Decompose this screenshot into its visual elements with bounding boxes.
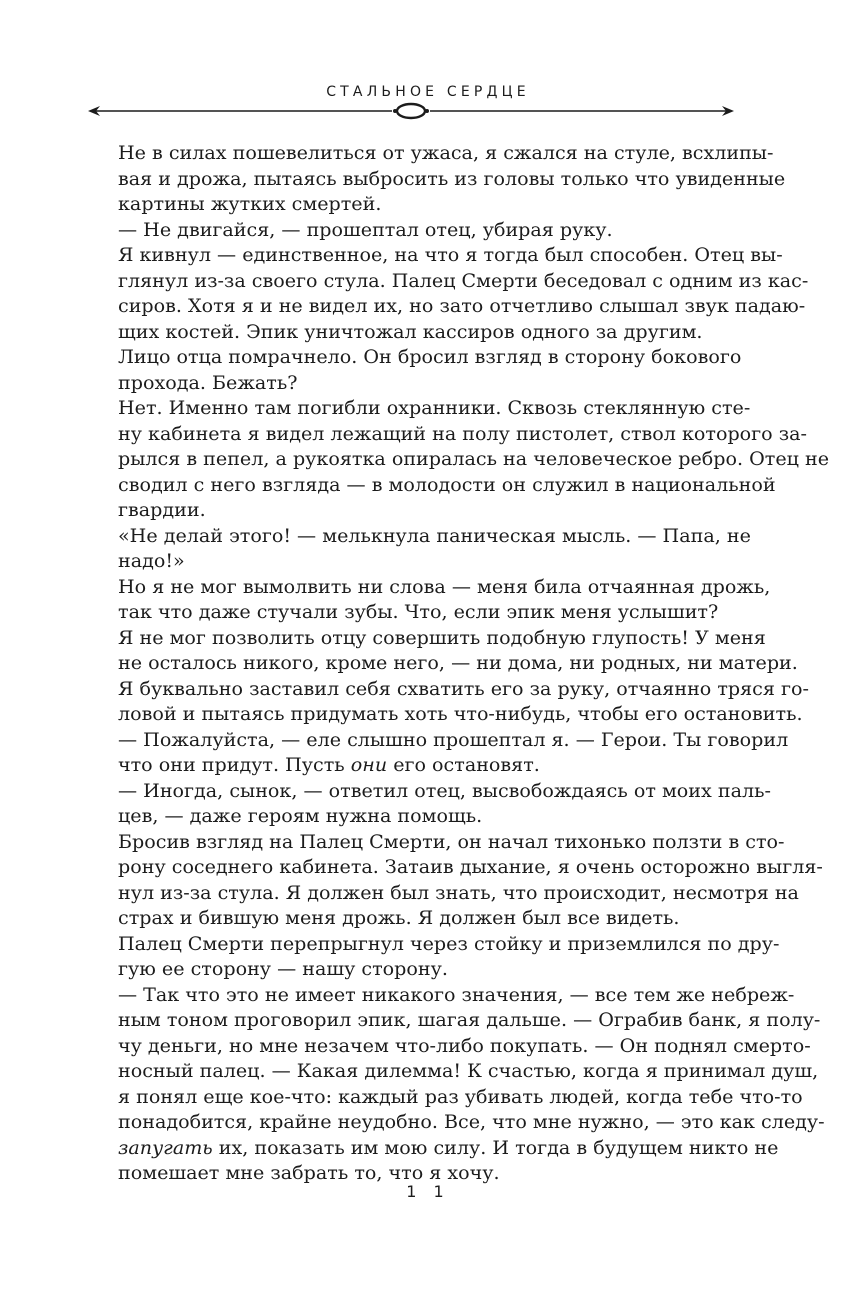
body-text: [118, 140, 830, 1186]
text-line: Нет. Именно там погибли охранники. Сквозь стеклянную сте-: [118, 396, 751, 419]
text-line: страх и бившую меня дрожь. Я должен был все видеть.: [118, 906, 680, 929]
text-fragment: его остановят.: [387, 753, 540, 776]
text-line: так что даже стучали зубы. Что, если эпик меня услышит?: [118, 600, 719, 623]
emphasis-text: запугать: [118, 1135, 213, 1159]
emphasis-text: они: [350, 753, 388, 776]
text-line: вая и дрожа, пытаясь выбросить из головы только что увиденные: [118, 166, 786, 190]
text-line: Не в силах пошевелиться от ужаса, я сжался на стуле, всхлипы-: [118, 141, 774, 164]
page-number: 1 1: [406, 1182, 450, 1201]
text-line: Лицо отца помрачнело. Он бросил взгляд в сторону бокового: [118, 345, 742, 368]
text-line: ловой и пытаясь придумать хоть что-нибудь, чтобы его остановить.: [118, 702, 803, 725]
text-line: ным тоном проговорил эпик, шагая дальше. — Ограбив банк, я полу-: [118, 1008, 821, 1031]
text-fragment: их, показать им мою силу. И тогда в будущем никто не: [212, 1135, 779, 1159]
text-line: прохода. Бежать?: [118, 370, 298, 394]
text-line: я понял еще кое-что: каждый раз убивать людей, когда тебе что-то: [118, 1084, 803, 1108]
text-line: [118, 1135, 779, 1161]
text-line: Я кивнул — единственное, на что я тогда был способен. Отец вы-: [118, 243, 783, 266]
header-ornament: [86, 99, 736, 123]
text-line: чу деньги, но мне незачем что-либо покупать. — Он поднял смерто-: [118, 1033, 811, 1057]
text-line: гвардии.: [118, 498, 206, 521]
text-line: носный палец. — Какая дилемма! К счастью, когда я принимал душ,: [118, 1059, 819, 1082]
text-line: щих костей. Эпик уничтожал кассиров одного за другим.: [118, 319, 703, 343]
running-head: СТАЛЬНОЕ СЕРДЦЕ: [326, 84, 530, 100]
text-line: ну кабинета я видел лежащий на полу пистолет, ствол которого за-: [118, 421, 807, 445]
text-line: сиров. Хотя я и не видел их, но зато отчетливо слышал звук падаю-: [118, 294, 806, 317]
text-line: гую ее сторону — нашу сторону.: [118, 957, 448, 980]
text-line: — Пожалуйста, — еле слышно прошептал я. — Герои. Ты говорил: [118, 727, 789, 751]
text-line: Бросив взгляд на Палец Смерти, он начал тихонько ползти в сто-: [118, 829, 785, 853]
text-line: рону соседнего кабинета. Затаив дыхание, я очень осторожно выгля-: [118, 855, 823, 878]
text-line: рылся в пепел, а рукоятка опиралась на человеческое ребро. Отец не: [118, 447, 830, 470]
text-line: — Иногда, сынок, — ответил отец, высвобождаясь от моих паль-: [118, 778, 771, 802]
text-line: [118, 752, 726, 778]
text-line: Я буквально заставил себя схватить его за руку, отчаянно тряся го-: [118, 676, 809, 700]
text-line: глянул из-за своего стула. Палец Смерти беседовал с одним из кас-: [118, 268, 809, 292]
text-line: понадобится, крайне неудобно. Все, что мне нужно, — это как следу-: [118, 1110, 825, 1133]
text-line: надо!»: [118, 549, 185, 572]
text-line: сводил с него взгляда — в молодости он служил в национальной: [118, 472, 776, 496]
text-line: не осталось никого, кроме него, — ни дома, ни родных, ни матери.: [118, 651, 798, 674]
text-line: Но я не мог вымолвить ни слова — меня била отчаянная дрожь,: [118, 574, 771, 598]
text-fragment: что они придут. Пусть: [118, 753, 351, 776]
text-line: нул из-за стула. Я должен был знать, что происходит, несмотря на: [118, 880, 799, 904]
text-line: «Не делай этого! — мелькнула паническая мысль. — Папа, не: [118, 523, 751, 547]
text-line: картины жутких смертей.: [118, 192, 382, 215]
text-line: Я не мог позволить отцу совершить подобную глупость! У меня: [118, 625, 766, 649]
text-line: помешает мне забрать то, что я хочу.: [118, 1161, 500, 1184]
text-line: цев, — даже героям нужна помощь.: [118, 804, 483, 827]
text-line: — Не двигайся, — прошептал отец, убирая руку.: [118, 217, 613, 241]
text-line: Палец Смерти перепрыгнул через стойку и приземлился по дру-: [118, 931, 780, 955]
text-line: — Так что это не имеет никакого значения, — все тем же небреж-: [118, 982, 795, 1006]
